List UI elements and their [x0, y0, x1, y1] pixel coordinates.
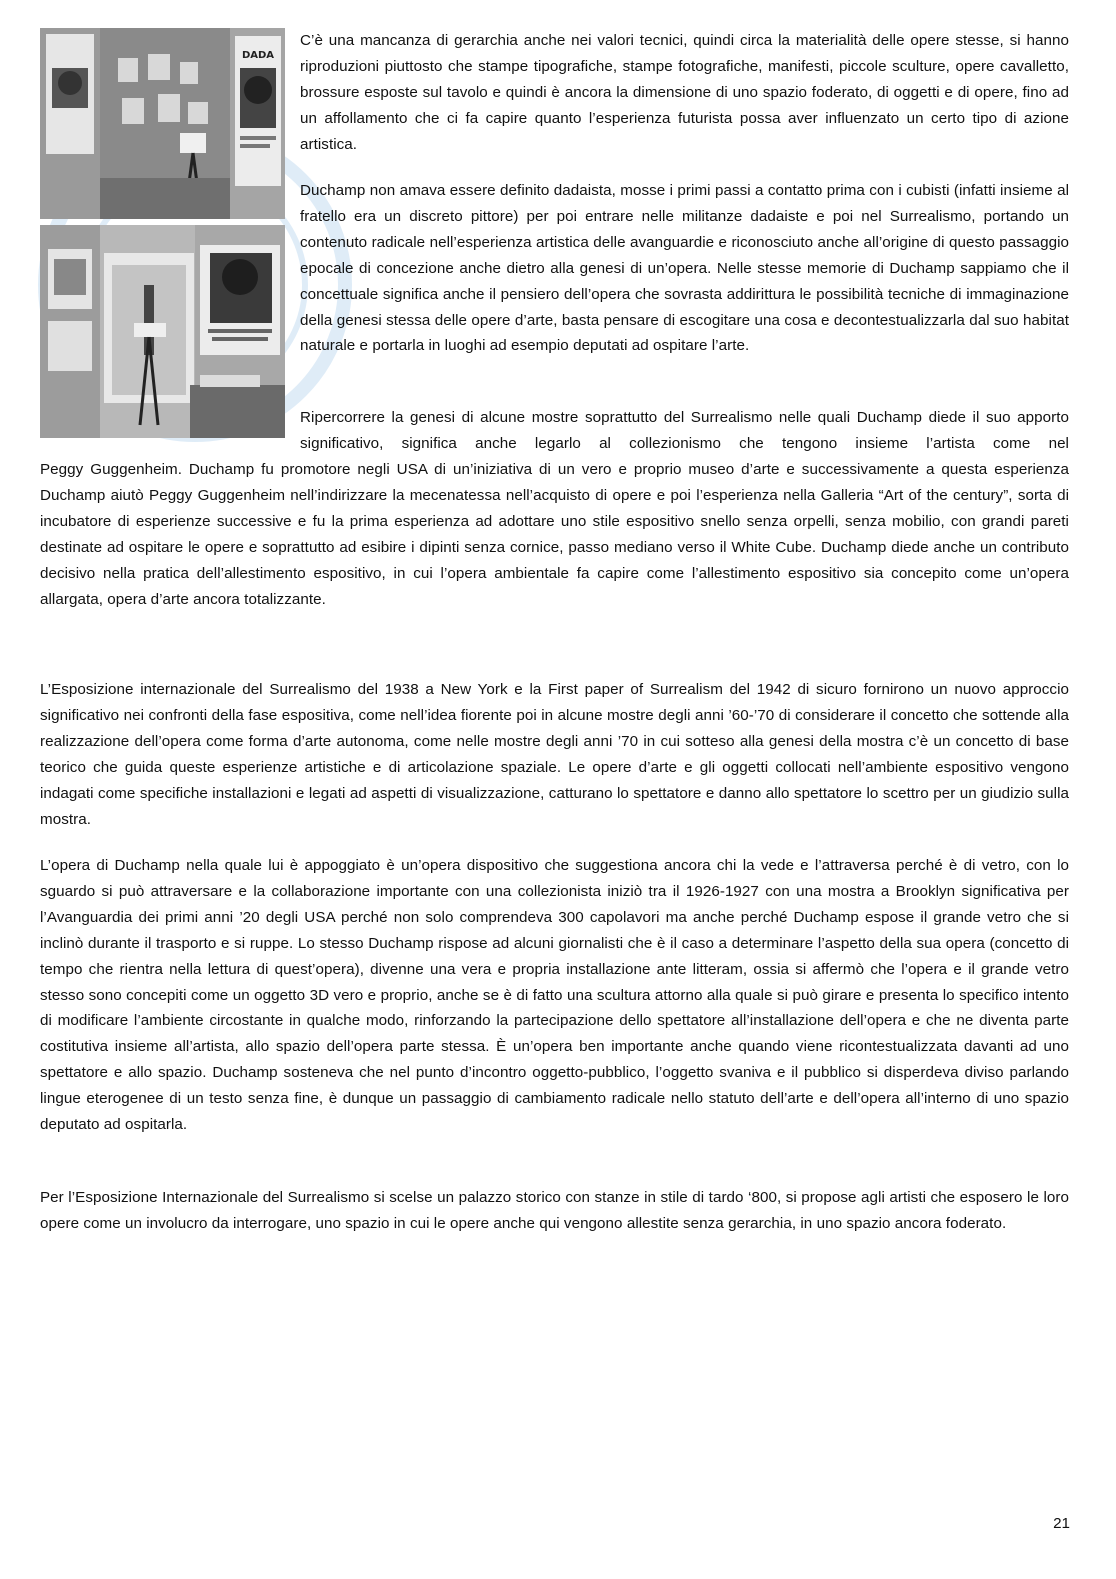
paragraph-7: Per l’Esposizione Internazionale del Surrealismo si scelse un palazzo storico con stanze in stile di tardo ‘800, si propose agli artisti che esposero le loro opere come un involucro da interrogare, uno spazio in cui le opere anche qui vengono allestite senza gerarchia, in uno spazio ancora foderato.	[40, 1189, 1069, 1232]
paragraph-5: L’Esposizione internazionale del Surrealismo del 1938 a New York e la First paper of Surrealism del 1942 di sicuro fornirono un nuovo approccio significativo nei confronti della fase espositiva, come nell’idea fiorente poi in alcune mostre degli anni ’60-’70 di considerare il concetto che sottende alla realizzazione dell’opera come forma d’arte autonoma, come nelle mostre degli anni ’70 in cui sotteso alla genesi della mostra c’è un concetto di base teorico che guida queste esperienze artistiche e di articolazione spaziale. Le opere d’arte e gli oggetti collocati nell’ambiente espositivo vengono indagati come specifiche installazioni e legati ad aspetti di visualizzazione, catturano lo spettatore e danno allo spettatore lo scettro per un giudizio sulla mostra.	[40, 681, 1069, 828]
dada-exhibition-doorway-photo-icon	[40, 225, 285, 438]
page-number: 21	[1053, 1515, 1070, 1532]
paragraph-3: Ripercorrere la genesi di alcune mostre soprattutto del Surrealismo nelle quali Duchamp diede il suo apporto significativo, significa anche legarlo al collezionismo che tengono insieme l’artista come nel	[300, 409, 1069, 452]
exhibition-photo-figure	[40, 28, 285, 438]
poster-dada-text: DADA	[241, 50, 275, 61]
paragraph-6: L’opera di Duchamp nella quale lui è appoggiato è un’opera dispositivo che suggestiona ancora chi la vede e l’attraversa perché è di vetro, con lo sguardo si può attraversare e la collaborazione importante con una collezionista iniziò tra il 1926-1927 con una mostra a Brooklyn significativa per l’Avanguardia dei primi anni ’20 degli USA perché non solo comprendeva 300 capolavori ma anche perché Duchamp espose il grande vetro che si inclinò durante il trasporto e si ruppe. Lo stesso Duchamp rispose ad alcuni giornalisti che è il caso a determinare l’aspetto della sua opera (concetto di tempo che rientra nella lettura di quest’opera), divenne una vera e propria installazione ante litteram, ossia si affermò che l’opera e il grande vetro stesso sono concepiti come un oggetto 3D vero e proprio, anche se è di fatto una scultura attorno alla quale si può girare e presenta lo specifico intento di modificare l’ambiente circostante in qualche modo, rinforzando la partecipazione dello spettatore all’installazione dell’opera e che ne diventa parte costitutiva insieme all’artista, allo spazio dell’opera parte stessa. È un’opera ben importante anche quando viene ricontestualizzata davanti ad uno spettatore e allo spazio. Duchamp sosteneva che nel punto d’incontro oggetto-pubblico, l’oggetto svaniva e il pubblico si disperdeva diviso parlando lingue eterogenee di un testo senza fine, è dunque un passaggio di cambiamento radicale nello statuto dell’arte e dell’opera all’interno di uno spazio deputato ad ospitarla.	[40, 857, 1069, 1134]
paragraph-1: C’è una mancanza di gerarchia anche nei valori tecnici, quindi circa la materialità delle opere stesse, si hanno riproduzioni piuttosto che stampe tipografiche, stampe fotografiche, manifesti, piccole sculture, opere cavalletto, brossure esposte sul tavolo e quindi è ancora la dimensione di uno spazio foderato, di oggetti e di opere, fino ad un affollamento che ci fa capire quanto l’esperienza futurista possa aver influenzato un certo tipo di azione artistica.	[300, 32, 1069, 153]
dada-exhibition-photo-icon	[40, 28, 285, 219]
paragraph-4: Peggy Guggenheim. Duchamp fu promotore negli USA di un’iniziativa di un vero e proprio museo d’arte e successivamente a questa esperienza Duchamp aiutò Peggy Guggenheim nell’indirizzare la mecenatessa nell’acquisto di opere e poi l’esperienza nella Galleria “Art of the century”, sorta di incubatore di esperienze successive e fu la prima esperienza ad adottare uno stile espositivo snello senza orpelli, senza mobilio, con grandi pareti destinate ad ospitare le opere e soprattutto ad esibire i dipinti senza cornice, passo mediano verso il White Cube. Duchamp diede anche un contributo decisivo nella pratica dell’allestimento espositivo, in cui l’opera ambientale fa capire come l’allestimento espositivo sia concepito come un’opera allargata, opera d’arte ancora totalizzante.	[40, 461, 1069, 608]
paragraph-2: Duchamp non amava essere definito dadaista, mosse i primi passi a contatto prima con i cubisti (infatti insieme al fratello era un discreto pittore) per poi entrare nelle militanze dadaiste e poi nel Surrealismo, portando un contenuto radicale nell’esperienza artistica delle avanguardie e riconosciuto anche all’origine di questo passaggio epocale di concezione anche dietro alla genesi di un’opera. Nelle stesse memorie di Duchamp sappiamo che il concettuale significa anche il pensiero dell’opera che sovrasta addirittura le possibilità tecniche di immaginazione della genesi stessa delle opere d’arte, basta pensare di escogitare una cosa e decontestualizzarla dal suo habitat naturale e portarla in luoghi ad esempio deputati ad ospitare l’arte.	[300, 182, 1069, 355]
